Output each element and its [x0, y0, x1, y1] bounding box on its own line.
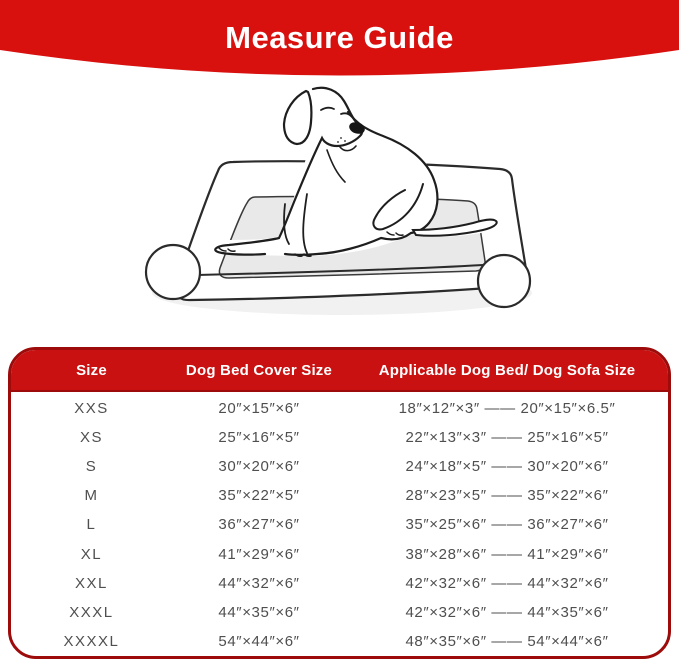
size-label: M — [84, 487, 99, 505]
dog-bed-illustration — [135, 72, 545, 322]
size-label: XXS — [74, 400, 109, 418]
table-row — [11, 627, 668, 656]
table-body — [11, 392, 668, 658]
table-row — [11, 540, 668, 569]
size-label: XL — [80, 545, 103, 563]
table-row — [11, 598, 668, 627]
cover-size-value: 44″×35″×6″ — [218, 603, 300, 621]
size-label: XXXXL — [63, 632, 120, 650]
page-title: Measure Guide — [225, 20, 454, 55]
size-label: XXXL — [69, 603, 114, 621]
applicable-size-value: 18″×12″×3″ —— 20″×15″×6.5″ — [398, 400, 616, 418]
column-header-size: Size — [76, 361, 107, 379]
applicable-size-value: 28″×23″×5″ —— 35″×22″×6″ — [405, 487, 609, 505]
table-header-row — [11, 350, 668, 392]
cover-size-value: 36″×27″×6″ — [218, 516, 300, 534]
cover-size-value: 20″×15″×6″ — [218, 400, 300, 418]
table-row — [11, 423, 668, 452]
size-label: S — [85, 458, 98, 476]
cover-size-value: 41″×29″×6″ — [218, 545, 300, 563]
cover-size-value: 54″×44″×6″ — [218, 632, 300, 650]
dog-on-bed-drawing — [135, 72, 545, 322]
table-row — [11, 394, 668, 423]
table-row — [11, 569, 668, 598]
table-row — [11, 510, 668, 539]
applicable-size-value: 22″×13″×3″ —— 25″×16″×5″ — [405, 429, 609, 447]
column-header-cover-size: Dog Bed Cover Size — [185, 361, 333, 379]
applicable-size-value: 24″×18″×5″ —— 30″×20″×6″ — [405, 458, 609, 476]
table-row — [11, 481, 668, 510]
size-label: XS — [79, 429, 103, 447]
applicable-size-value: 48″×35″×6″ —— 54″×44″×6″ — [405, 632, 609, 650]
applicable-size-value: 42″×32″×6″ —— 44″×32″×6″ — [405, 574, 609, 592]
cover-size-value: 30″×20″×6″ — [218, 458, 300, 476]
cover-size-value: 35″×22″×5″ — [218, 487, 300, 505]
cover-size-value: 44″×32″×6″ — [218, 574, 300, 592]
size-label: XXL — [75, 574, 108, 592]
applicable-size-value: 42″×32″×6″ —— 44″×35″×6″ — [405, 603, 609, 621]
applicable-size-value: 38″×28″×6″ —— 41″×29″×6″ — [405, 545, 609, 563]
size-table — [8, 347, 671, 659]
column-header-applicable-size: Applicable Dog Bed/ Dog Sofa Size — [378, 361, 636, 379]
applicable-size-value: 35″×25″×6″ —— 36″×27″×6″ — [405, 516, 609, 534]
table-row — [11, 452, 668, 481]
size-label: L — [86, 516, 97, 534]
cover-size-value: 25″×16″×5″ — [218, 429, 300, 447]
